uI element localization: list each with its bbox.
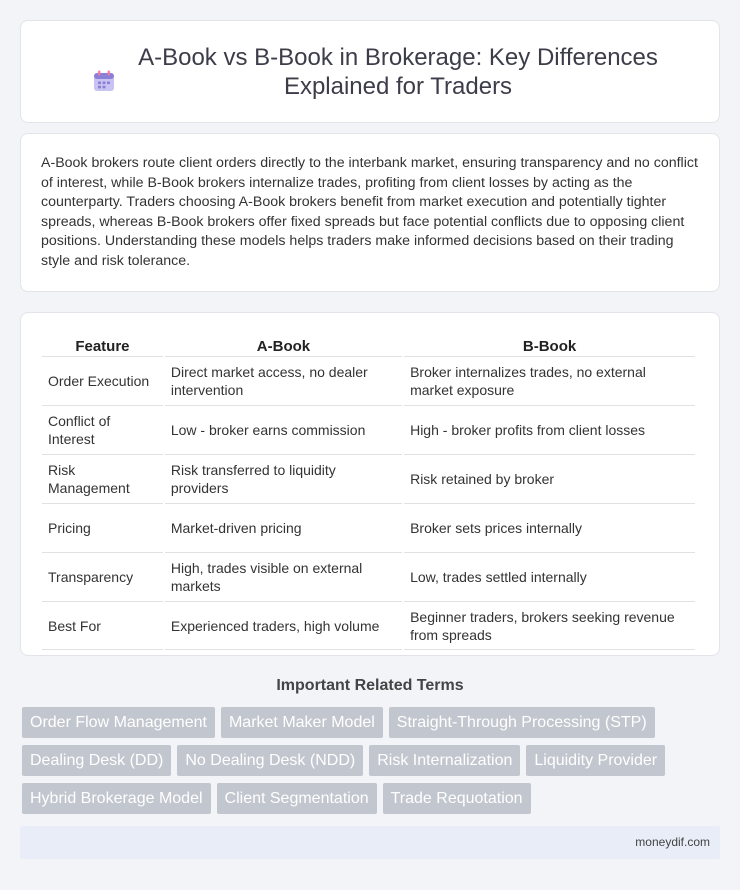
table-row (42, 406, 695, 455)
b-book-cell: Broker internalizes trades, no external market exposure (404, 357, 695, 406)
feature-cell: Transparency (42, 553, 163, 602)
title-card (20, 20, 720, 123)
term-tag-no-dealing-desk[interactable]: No Dealing Desk (NDD) (177, 745, 363, 776)
feature-cell: Risk Management (42, 455, 163, 504)
b-book-cell: Risk retained by broker (404, 455, 695, 504)
feature-cell: Conflict of Interest (42, 406, 163, 455)
term-tag-order-flow-management[interactable]: Order Flow Management (22, 707, 215, 738)
calendar-icon (92, 69, 116, 93)
comparison-table (40, 333, 697, 650)
table-row (42, 553, 695, 602)
header-a-book: A-Book (165, 333, 402, 357)
table-header-row (42, 333, 695, 357)
related-terms-list (22, 707, 722, 814)
feature-cell: Order Execution (42, 357, 163, 406)
feature-cell: Best For (42, 602, 163, 650)
term-tag-market-maker-model[interactable]: Market Maker Model (221, 707, 383, 738)
related-terms-heading: Important Related Terms (276, 677, 464, 694)
a-book-cell: Market-driven pricing (165, 504, 402, 553)
term-tag-trade-requotation[interactable]: Trade Requotation (383, 783, 531, 814)
title-wrap (82, 43, 658, 101)
term-tag-risk-internalization[interactable]: Risk Internalization (369, 745, 520, 776)
term-tag-stp[interactable]: Straight-Through Processing (STP) (389, 707, 655, 738)
term-tag-hybrid-brokerage-model[interactable]: Hybrid Brokerage Model (22, 783, 211, 814)
a-book-cell: Experienced traders, high volume (165, 602, 402, 650)
b-book-cell: Low, trades settled internally (404, 553, 695, 602)
term-tag-liquidity-provider[interactable]: Liquidity Provider (526, 745, 665, 776)
term-tag-client-segmentation[interactable]: Client Segmentation (217, 783, 377, 814)
b-book-cell: High - broker profits from client losses (404, 406, 695, 455)
table-row (42, 455, 695, 504)
page-title: A-Book vs B-Book in Brokerage: Key Differences Explained for Traders (138, 43, 658, 100)
header-feature: Feature (42, 333, 163, 357)
term-tag-dealing-desk[interactable]: Dealing Desk (DD) (22, 745, 171, 776)
b-book-cell: Broker sets prices internally (404, 504, 695, 553)
table-row (42, 357, 695, 406)
a-book-cell: High, trades visible on external markets (165, 553, 402, 602)
comparison-card (20, 312, 720, 656)
footer (20, 826, 720, 859)
a-book-cell: Risk transferred to liquidity providers (165, 455, 402, 504)
a-book-cell: Direct market access, no dealer intervention (165, 357, 402, 406)
table-row (42, 504, 695, 553)
table-row (42, 602, 695, 650)
b-book-cell: Beginner traders, brokers seeking revenue from spreads (404, 602, 695, 650)
feature-cell: Pricing (42, 504, 163, 553)
footer-site-name[interactable]: moneydif.com (635, 835, 710, 849)
intro-card (20, 133, 720, 292)
intro-paragraph: A-Book brokers route client orders directly to the interbank market, ensuring transparency and no conflict of interest, while B-Book brokers internalize trades, profiting from client losses by acting as the counterparty. Traders choosing A-Book brokers benefit from market execution and potentially tighter spreads, whereas B-Book brokers offer fixed spreads but face potential conflicts due to opposing client positions. Understanding these models helps traders make informed decisions based on their trading style and risk tolerance. (41, 155, 698, 269)
a-book-cell: Low - broker earns commission (165, 406, 402, 455)
header-b-book: B-Book (404, 333, 695, 357)
